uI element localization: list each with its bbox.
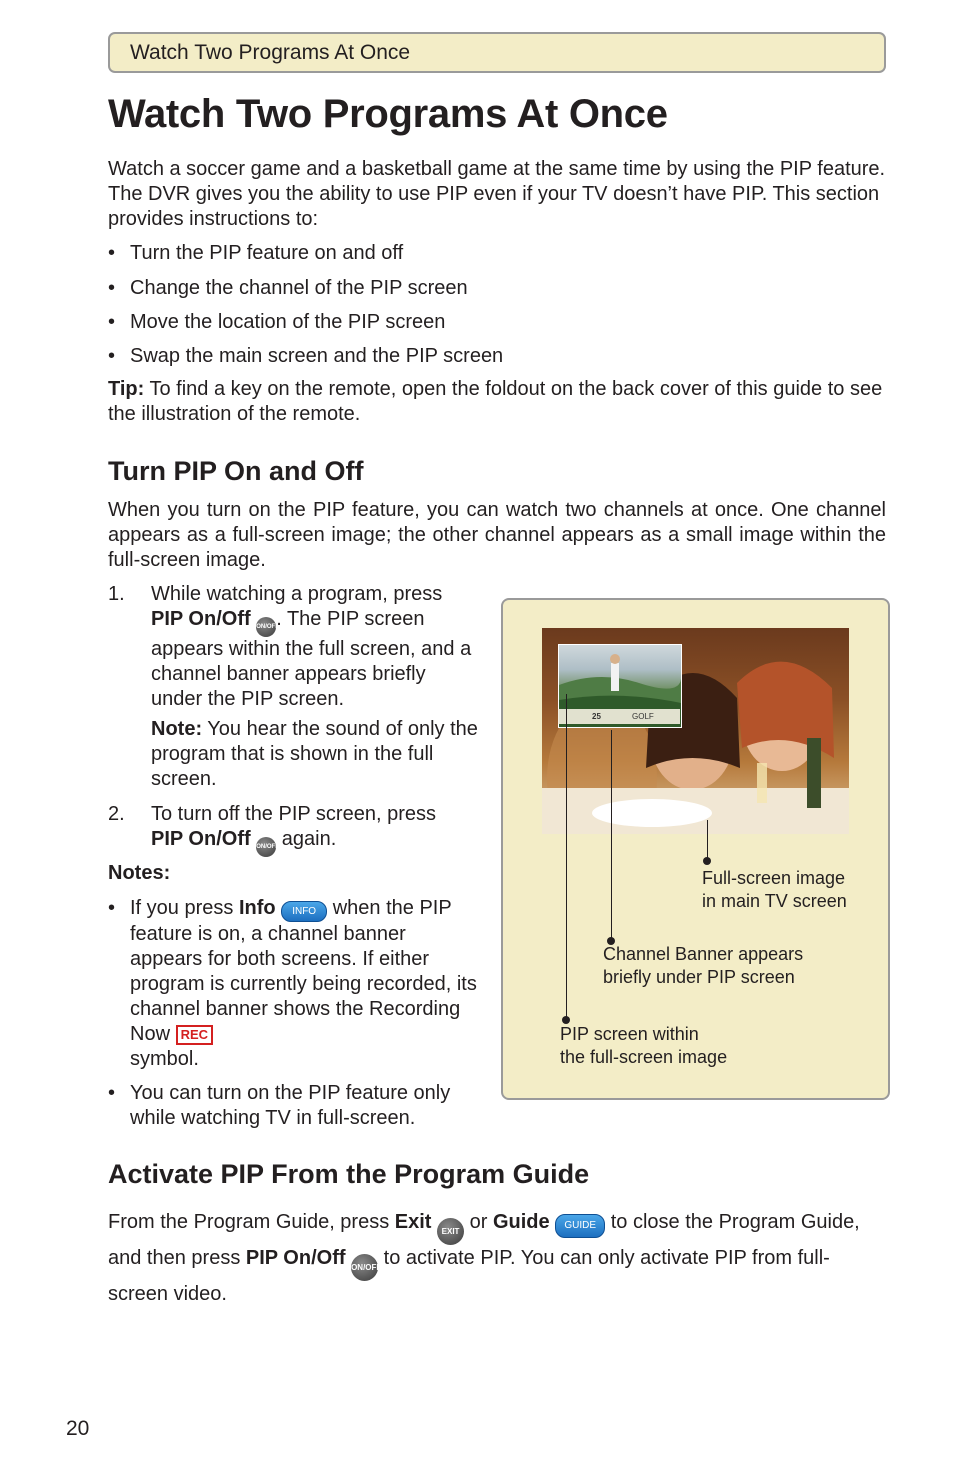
exit-button-icon: EXIT (437, 1218, 464, 1245)
step2-text-end: again. (276, 828, 337, 850)
note-text: You hear the sound of only the program that is shown in the full screen. (151, 718, 478, 790)
running-header-label: Watch Two Programs At Once (130, 41, 411, 64)
guide-key: Guide (492, 1211, 550, 1233)
notes2-text: You can turn on the PIP feature only while watching TV in full-screen. (130, 1082, 451, 1129)
step-number: 1. (108, 583, 125, 605)
tip-text: To find a key on the remote, open the foldout on the back cover of this guide to see the illustration of the remote. (108, 378, 883, 425)
notes-heading: Notes: (108, 862, 171, 884)
step1-key: PIP On/Off (151, 608, 251, 630)
leader-line-pip-screen (566, 694, 567, 1021)
info-key: Info (238, 897, 276, 919)
notes1-text-start: If you press (130, 897, 239, 919)
page-title: Watch Two Programs At Once (108, 92, 668, 136)
step2-key: PIP On/Off (151, 828, 251, 850)
section-heading-turn-pip: Turn PIP On and Off (108, 456, 364, 486)
notes1-text-end: symbol. (130, 1048, 199, 1070)
pip-onoff-button-icon: ON/OFF (256, 837, 276, 857)
tip-paragraph (108, 377, 886, 427)
tip-label: Tip: (108, 378, 145, 400)
section2-paragraph (108, 1209, 886, 1307)
notes1-text-mid: when the PIP feature is on, a channel banner appears for both screens. If either program is currently being recorded, its channel banner shows the Recording Now (130, 897, 477, 1045)
step-number: 2. (108, 803, 125, 825)
leader-line-channel-banner (611, 730, 612, 941)
pip-onoff-button-icon: ON/OFF (351, 1254, 378, 1281)
section2-text-start: From the Program Guide, press (108, 1211, 395, 1233)
step1-text-start: While watching a program, press (151, 583, 443, 605)
pip-onoff-key: PIP On/Off (245, 1247, 346, 1269)
page-number: 20 (66, 1417, 90, 1440)
step1-note (151, 717, 481, 792)
figure-label-pip-screen: PIP screen within the full-screen image (560, 1024, 728, 1067)
pip-channel-number: 25 (592, 712, 601, 721)
section2-or: or (464, 1211, 493, 1233)
info-button-icon: INFO (281, 901, 327, 922)
rec-icon: REC (176, 1025, 213, 1045)
guide-button-icon: GUIDE (555, 1214, 605, 1238)
intro-paragraph: Watch a soccer game and a basketball game at the same time by using the PIP feature. The DVR gives you the ability to use PIP even if your TV doesn’t have PIP. This section provides instructions to: (108, 158, 886, 230)
pip-program-name: GOLF (632, 712, 654, 721)
section2-text-end: to activate PIP. You can only activate PIP from full-screen video. (108, 1247, 830, 1305)
section-heading-program-guide: Activate PIP From the Program Guide (108, 1159, 590, 1189)
step2-text-start: To turn off the PIP screen, press (151, 803, 436, 825)
section1-paragraph: When you turn on the PIP feature, you can watch two channels at once. One channel appears as a full-screen image; the other channel appears as a small image within the full-screen image. (108, 499, 886, 571)
exit-key: Exit (394, 1211, 432, 1233)
note-label: Note: (151, 718, 203, 740)
figure-label-full-screen: Full-screen image in main TV screen (702, 868, 847, 911)
leader-line-full-screen (707, 820, 708, 861)
section2-text-mid: to close the Program Guide, and then press (108, 1211, 860, 1269)
running-header (108, 32, 886, 73)
tv-screen-photo (542, 628, 849, 834)
figure-label-channel-banner: Channel Banner appears briefly under PIP screen (603, 944, 804, 987)
leader-dot-full-screen (703, 857, 711, 865)
pip-onoff-button-icon: ON/OFF (256, 617, 276, 637)
step1-text-end: . The PIP screen appears within the full screen, and a channel banner appears briefly under the PIP screen. (151, 608, 472, 710)
pip-channel-banner (558, 709, 680, 724)
